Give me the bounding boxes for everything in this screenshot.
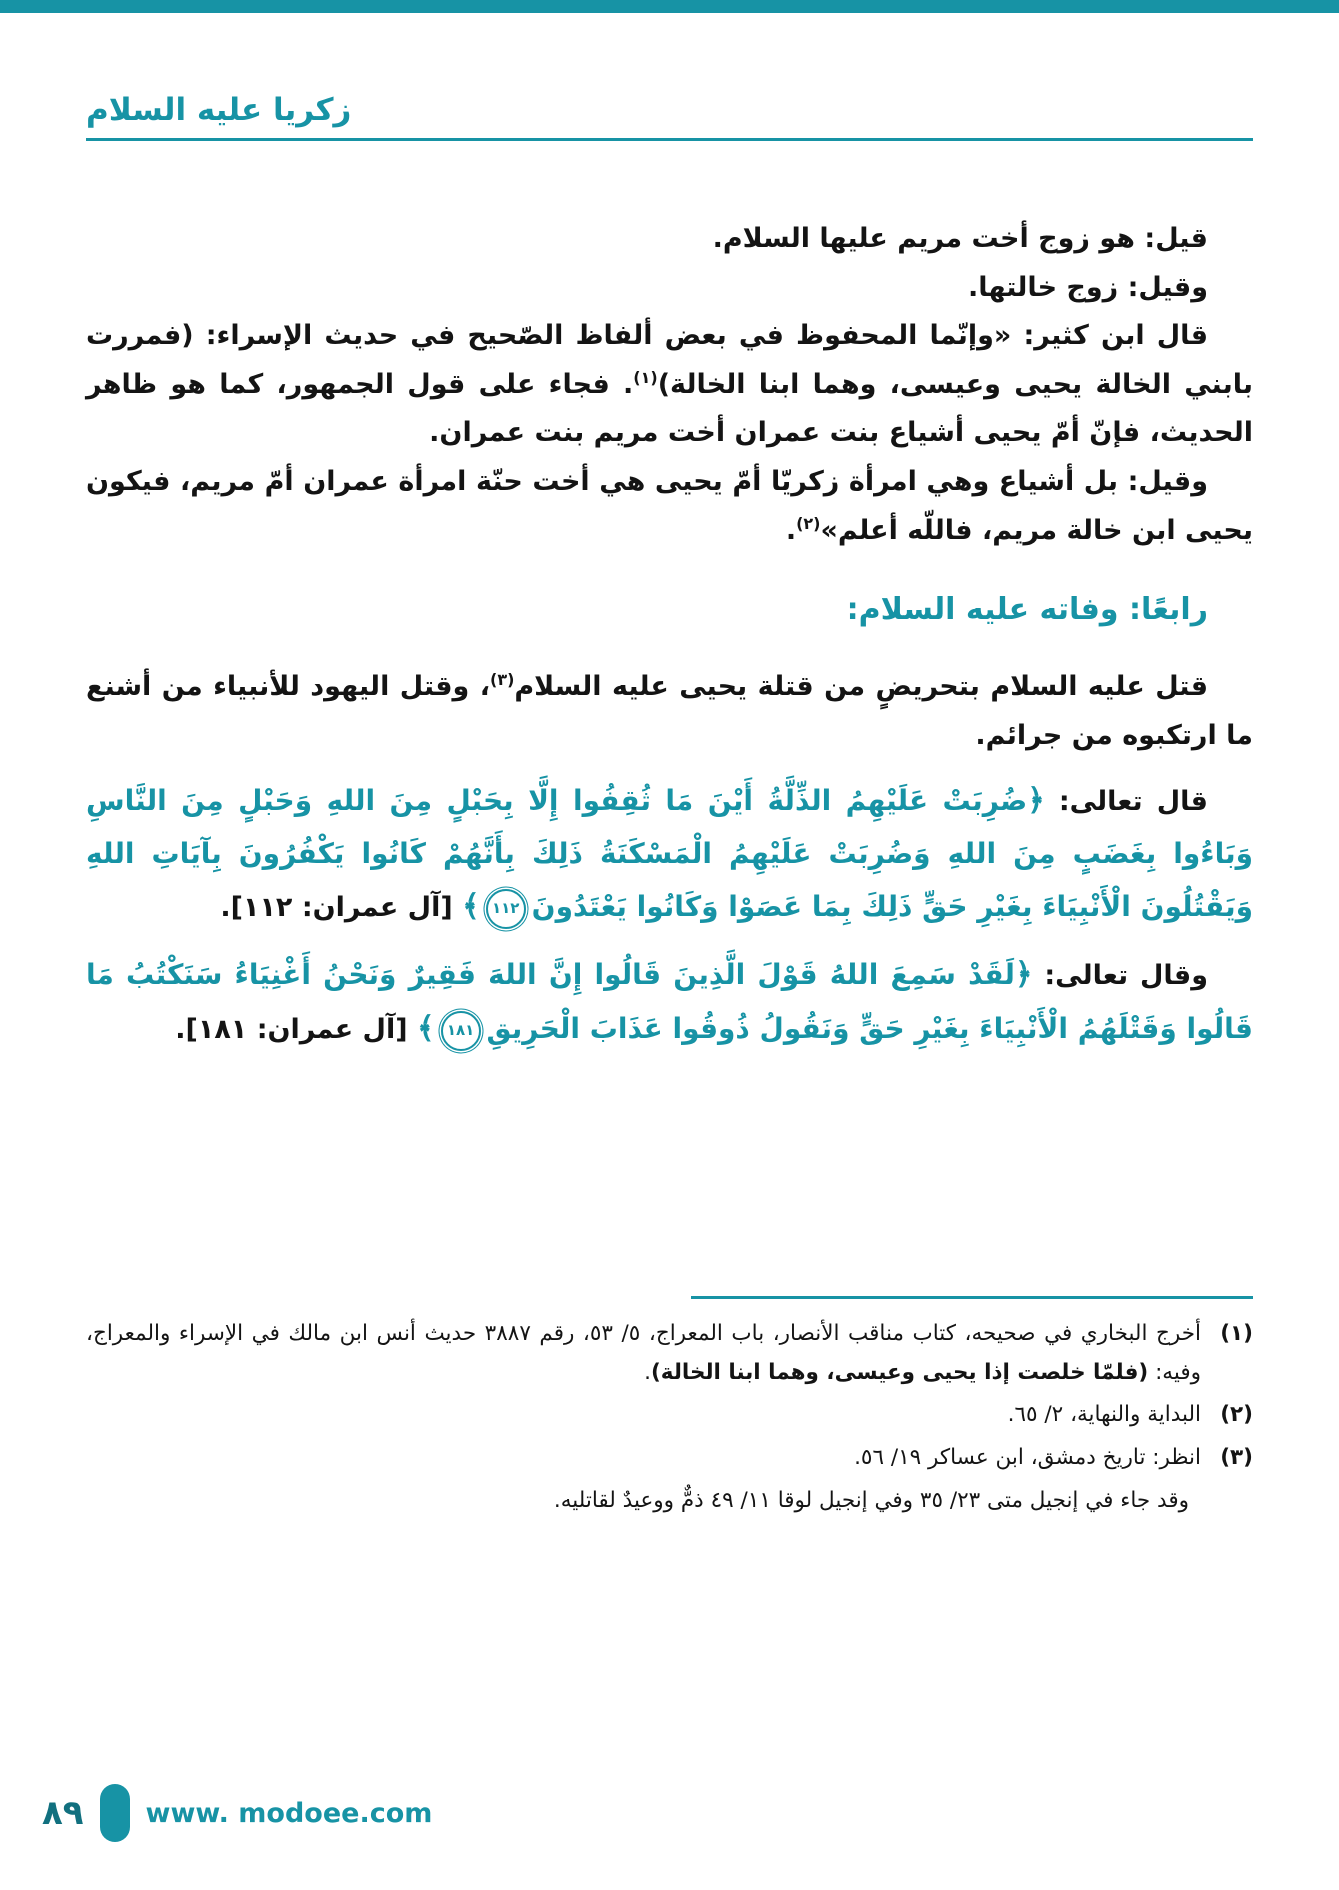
header-divider [86, 138, 1253, 141]
footer-accent-pill [100, 1784, 130, 1842]
paragraph-text: ، وقتل اليهود للأنبياء من أشنع ما ارتكبوه من جرائم. [86, 671, 1253, 751]
section-heading: رابعًا: وفاته عليه السلام: [846, 592, 1208, 628]
paragraph [86, 312, 1253, 458]
footnote-hadith-bold: (فلمّا خلصت إذا يحيى وعيسى، وهما ابنا الخالة) [650, 1359, 1149, 1385]
quran-quote-2 [86, 948, 1253, 1056]
website-url: www. modoee.com [145, 1797, 433, 1829]
footnote-marker-2: (٢) [796, 513, 821, 533]
footnote-body: . [644, 1359, 651, 1385]
chapter-title: زكريا عليه السلام [86, 92, 352, 128]
footnote-3 [86, 1439, 1253, 1478]
paragraph-text: هو زوج أخت مريم عليها السلام. [712, 223, 1145, 254]
paragraph [86, 264, 1253, 313]
page-footer [0, 1778, 1339, 1848]
lead-word: قال ابن كثير: [1023, 320, 1208, 352]
top-accent-bar [0, 0, 1339, 13]
page-header [86, 92, 1253, 141]
page-number: ٨٩ [42, 1793, 84, 1833]
footnote-1 [86, 1315, 1253, 1392]
quran-verse-text: ضُرِبَتْ عَلَيْهِمُ الذِّلَّةُ أَيْنَ مَا ثُقِفُوا إِلَّا بِحَبْلٍ مِنَ اللهِ وَحَبْلٍ مِنَ النَّاسِ وَبَاءُوا بِغَضَبٍ مِنَ اللهِ وَضُرِبَتْ عَلَيْهِمُ الْمَسْكَنَةُ ذَلِكَ بِأَنَّهُمْ كَانُوا يَكْفُرُونَ بِآيَاتِ اللهِ وَيَقْتُلُونَ الْأَنْبِيَاءَ بِغَيْرِ حَقٍّ ذَلِكَ بِمَا عَصَوْا وَكَانُوا يَعْتَدُونَ [86, 784, 1253, 924]
verse-reference: [آل عمران: ١١٢]. [220, 892, 463, 924]
hadith-quote: (فمررت بابني الخالة يحيى وعيسى، وهما ابنا الخالة) [86, 320, 1253, 400]
paragraph-text: . فجاء على قول الجمهور، كما هو ظاهر الحديث، فإنّ أمّ يحيى أشياع بنت عمران أخت مريم بنت عمران. [86, 368, 1253, 449]
footnote-body: أخرج البخاري في صحيحه، كتاب مناقب الأنصار، باب المعراج، ٥/ ٥٣، رقم ٣٨٨٧ حديث أنس ابن مالك في الإسراء والمعراج، وفيه: [86, 1321, 1202, 1385]
footnote-text: البداية والنهاية، ٢/ ٦٥. [1007, 1402, 1201, 1428]
lead-word: وقيل: [1127, 271, 1208, 303]
quran-open-bracket: ﴿ [1027, 783, 1045, 819]
paragraph-text: . [785, 514, 797, 546]
footnote-divider [691, 1296, 1253, 1299]
footnote-text [86, 1315, 1201, 1392]
quran-quote-1 [86, 774, 1253, 934]
quran-verse-text: لَقَدْ سَمِعَ اللهُ قَوْلَ الَّذِينَ قَالُوا إِنَّ اللهَ فَقِيرٌ وَنَحْنُ أَغْنِيَاءُ سَنَكْتُبُ مَا قَالُوا وَقَتْلَهُمُ الْأَنْبِيَاءَ بِغَيْرِ حَقٍّ وَنَقُولُ ذُوقُوا عَذَابَ الْحَرِيقِ [86, 958, 1253, 1046]
footnote-2 [86, 1396, 1253, 1435]
ayah-number-medallion: ١٨١ [441, 1011, 481, 1051]
footnote-number: (١) [1220, 1321, 1253, 1346]
main-text [86, 215, 1253, 1062]
quote-lead: قال تعالى: [1044, 786, 1208, 818]
quran-open-bracket: ﴿ [1014, 957, 1033, 993]
footnote-number: (٣) [1220, 1445, 1253, 1471]
footnote-number: (٢) [1220, 1402, 1253, 1428]
paragraph [86, 215, 1253, 264]
paragraph [86, 663, 1253, 760]
footnote-marker-3: (٣) [490, 670, 515, 690]
lead-word: قيل: [1144, 223, 1208, 254]
lead-word: وقيل: [1127, 465, 1208, 497]
paragraph-text: «وإنّما المحفوظ في بعض ألفاظ الصّحيح في حديث الإسراء: [193, 320, 1024, 352]
paragraph-text: بل أشياع وهي امرأة زكريّا أمّ يحيى هي أخت حنّة امرأة عمران أمّ مريم، فيكون يحيى ابن خالة مريم، فاللّه أعلم» [86, 465, 1253, 546]
footnotes-section [86, 1296, 1253, 1520]
footnote-text: انظر: تاريخ دمشق، ابن عساكر ١٩/ ٥٦. [854, 1445, 1201, 1471]
footnote-addendum: وقد جاء في إنجيل متى ٢٣/ ٣٥ وفي إنجيل لوقا ١١/ ٤٩ ذمٌّ ووعيدٌ لقاتليه. [553, 1487, 1189, 1513]
ayah-number-medallion: ١١٢ [486, 889, 526, 929]
paragraph-text: زوج خالتها. [968, 271, 1128, 303]
quote-lead: وقال تعالى: [1032, 960, 1208, 992]
quran-close-bracket: ﴾ [416, 1011, 435, 1047]
footnote-marker-1: (١) [633, 367, 658, 387]
paragraph-text: قتل عليه السلام بتحريضٍ من قتلة يحيى عليه السلام [514, 671, 1208, 703]
quran-close-bracket: ﴾ [462, 889, 480, 925]
verse-reference: [آل عمران: ١٨١]. [175, 1014, 417, 1046]
paragraph [86, 458, 1253, 555]
